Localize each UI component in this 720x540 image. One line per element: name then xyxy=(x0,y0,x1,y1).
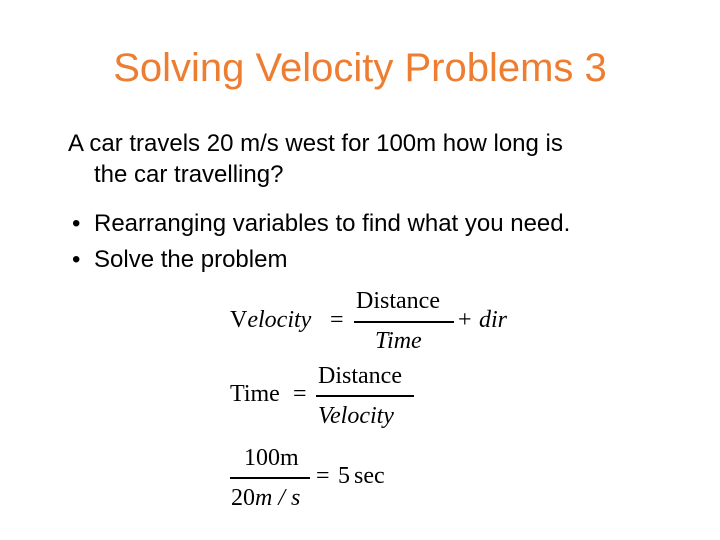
question-line-1: A car travels 20 m/s west for 100m how long is xyxy=(68,130,563,157)
eq2-fraction-bar xyxy=(316,395,414,397)
eq2-numerator: Distance xyxy=(318,363,402,389)
bullet-item xyxy=(72,206,692,242)
bullet-text: Solve the problem xyxy=(94,246,288,273)
bullet-icon: • xyxy=(72,210,81,237)
eq1-numerator: Distance xyxy=(356,288,440,314)
slide-title: Solving Velocity Problems 3 xyxy=(113,46,607,90)
eq3-denominator: 20m / s xyxy=(231,485,301,511)
eq3-result-value: 5 xyxy=(338,463,350,489)
question-text xyxy=(68,128,668,190)
eq3-fraction-bar xyxy=(230,477,310,479)
eq2-lhs: Time xyxy=(230,381,280,407)
eq2-denominator: Velocity xyxy=(318,403,394,429)
bullet-icon: • xyxy=(72,246,81,273)
eq2-equals: = xyxy=(293,381,307,407)
bullet-list xyxy=(72,206,692,278)
eq3-equals: = xyxy=(316,463,330,489)
eq3-result-unit: sec xyxy=(354,463,385,489)
eq1-fraction-bar xyxy=(354,321,454,323)
eq1-equals: = xyxy=(330,307,344,333)
bullet-item xyxy=(72,242,692,278)
bullet-text: Rearranging variables to find what you need. xyxy=(94,210,571,237)
eq3-numerator: 100m xyxy=(244,445,299,471)
eq1-denominator: Time xyxy=(375,328,422,354)
eq1-suffix: dir xyxy=(479,307,508,333)
eq1-lhs: Velocity xyxy=(230,307,312,333)
eq1-plus: + xyxy=(458,307,472,333)
question-line-2: the car travelling? xyxy=(94,161,284,188)
